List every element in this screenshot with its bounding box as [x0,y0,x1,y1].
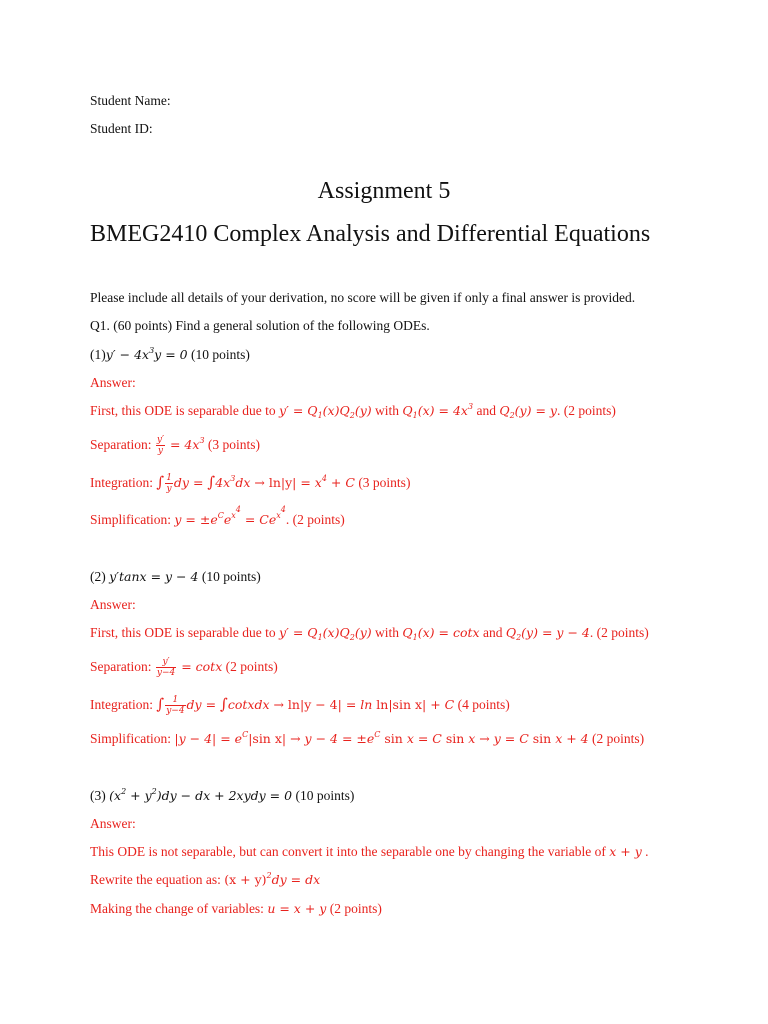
q1-part1-step-first: First, this ODE is separable due to $y' = Q_1(x)Q_2(y)$ with $Q_1(x) = 4x^3$ and $Q_2(y) = y$. (2 points) [90,402,616,420]
student-name-label: Student Name: [90,93,171,108]
q1-part2-question: (2) y′tanx = y − 4 (10 points) [90,569,261,584]
q1-part1-step-separation: Separation: $\frac{y'}{y}$ = $4x^3$ (3 points) [90,435,261,456]
instructions: Please include all details of your derivation, no score will be given if only a final answer is provided. [90,290,636,305]
q1-header: Q1. (60 points) Find a general solution of the following ODEs. [90,318,430,333]
q1-part3-answer-label: Answer: [90,816,136,831]
q1-part2-answer-label: Answer: [90,597,136,612]
q1-part3-not-separable: This ODE is not separable, but can convert it into the separable one by changing the variable of x + y . [90,844,649,859]
q1-part3-change-variables: Making the change of variables: u = x + y (2 points) [90,901,382,916]
q1-part2-step-integration: Integration: ∫ $\frac{1}{y-4}$ dy = ∫cotxdx → ln|y − 4| = ln ln|sin x| + C (4 points) [90,695,510,716]
q1-part2-step-first: First, this ODE is separable due to $y' = Q_1(x)Q_2(y)$ with $Q_1(x) = \cot x$ and $Q_2(y) = y - 4$. (2 points) [90,625,649,642]
student-id-label: Student ID: [90,121,153,136]
course-title: BMEG2410 Complex Analysis and Differential Equations [90,221,651,247]
q1-part2-step-simplification: Simplification: $|y - 4| = e^C|\sin$ $x| \to y - 4 = \pm e^C$ sin x = C sin x → y = C sin x + 4 (2 points) [90,730,645,746]
q1-part1-step-simplification: Simplification: $y = \pm e^Ce^{x^4} = Ce^{x^4}$. (2 points) [90,505,345,527]
q1-part3-rewrite: Rewrite the equation as: $(x + y)^2dy$ = dx [90,871,321,887]
q1-part1-step-integration: Integration: ∫ $\frac{1}{y}$ dy = $\int 4x^3dx \to \ln|y| = x^4 + C$ (3 points) [90,473,411,494]
q1-part3-question: (3) $(x^2 + y^2)dy$ − dx + 2xydy = 0 (10 points) [90,787,355,803]
q1-part1-question: $(1)y' - 4x^3y = 0$ (10 points) [90,346,250,362]
assignment-title: Assignment 5 [317,178,451,204]
q1-part2-step-separation: Separation: $\frac{y'}{y-4}$ = cotx (2 points) [90,657,278,678]
q1-part1-answer-label: Answer: [90,375,136,390]
